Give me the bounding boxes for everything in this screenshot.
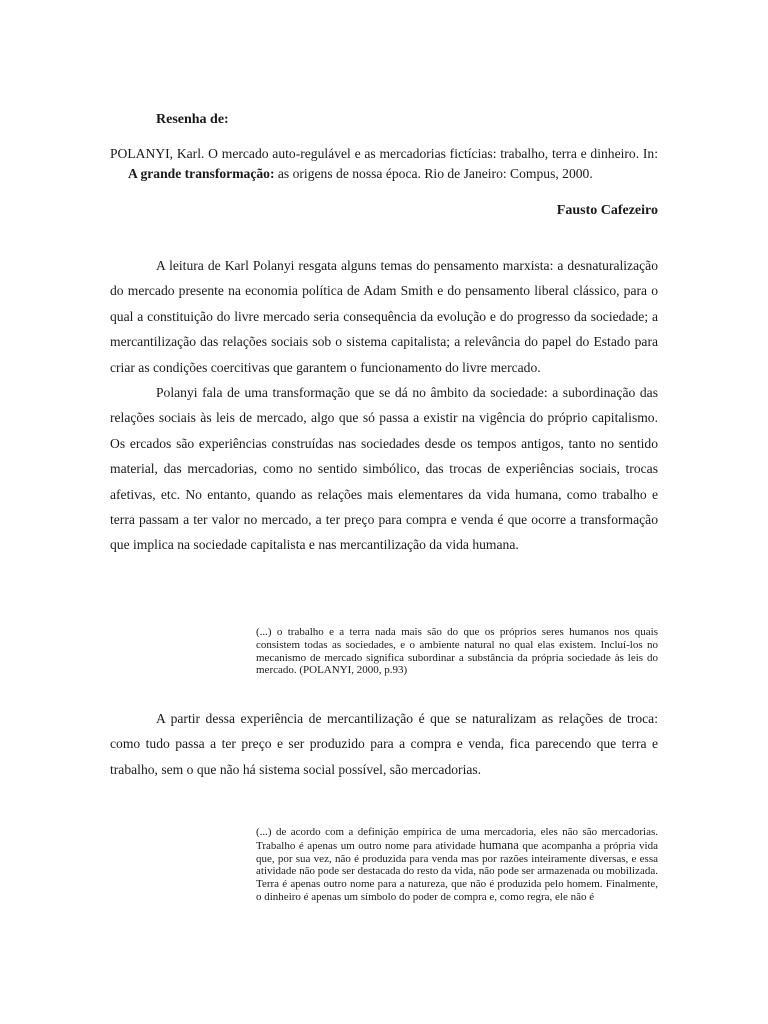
body-section-1: [110, 253, 658, 558]
bibliographic-citation: [110, 144, 658, 184]
block-quote-2: [256, 826, 658, 904]
citation-book-title: A grande transformação:: [128, 166, 275, 181]
paragraph-3: A partir dessa experiência de mercantilização é que se naturalizam as relações de troca: como tudo passa a ter preço e ser produzido para a compra e venda, fica parecendo que terra e trabalho, sem o que não há sistema social possível, são mercadorias.: [110, 711, 658, 777]
quote2-part-2: que acompanha a própria vida que, por sua vez, não é produzida para venda mas por razões inteiramente diversas, e essa atividade não pode ser destacada do resto da vida, não pode ser armazenada ou mobilizada. Terra é apenas outro nome para a natureza, que não é produzida pelo homem. Finalmente, o dinheiro é apenas um símbolo do poder de compra e, como regra, ele não é: [256, 839, 658, 903]
citation-part-2: as origens de nossa época. Rio de Janeiro: Compus, 2000.: [274, 166, 593, 181]
quote2-part-1: (...) de acordo com a definição empírica de uma mercadoria, eles não são mercadorias. Trabalho é apenas um outro nome para atividade: [256, 826, 658, 852]
citation-part-1: POLANYI, Karl. O mercado auto-regulável e as mercadorias fictícias: trabalho, terra e dinheiro. In:: [110, 146, 658, 161]
quote2-emphasis: humana: [479, 837, 519, 852]
paragraph-1: A leitura de Karl Polanyi resgata alguns temas do pensamento marxista: a desnaturalização do mercado presente na economia política de Adam Smith e do pensamento liberal clássico, para o qual a constituição do livre mercado seria consequência da evolução e do progresso da sociedade; a mercantilização das relações sociais sob o sistema capitalista; a relevância do papel do Estado para criar as condições coercitivas que garantem o funcionamento do livre mercado.: [110, 258, 658, 375]
document-page: [110, 0, 658, 1024]
author-name: Fausto Cafezeiro: [556, 203, 658, 218]
review-heading: Resenha de:: [156, 112, 229, 127]
block-quote-1: (...) o trabalho e a terra nada mais são do que os próprios seres humanos nos quais consistem todas as sociedades, e o ambiente natural no qual elas existem. Incluí-los no mecanismo de mercado significa subordinar a substância da própria sociedade às leis do mercado. (POLANYI, 2000, p.93): [256, 626, 658, 677]
body-section-2: [110, 706, 658, 782]
paragraph-2: Polanyi fala de uma transformação que se dá no âmbito da sociedade: a subordinação das relações sociais às leis de mercado, algo que só passa a existir na vigência do próprio capitalismo. Os ercados são experiências construídas nas sociedades desde os tempos antigos, tanto no sentido material, das mercadorias, como no sentido simbólico, das trocas de experiências sociais, trocas afetivas, etc. No entanto, quando as relações mais elementares da vida humana, como trabalho e terra passam a ter valor no mercado, a ter preço para compra e venda é que ocorre a transformação que implica na sociedade capitalista e nas mercantilização da vida humana.: [110, 385, 658, 553]
